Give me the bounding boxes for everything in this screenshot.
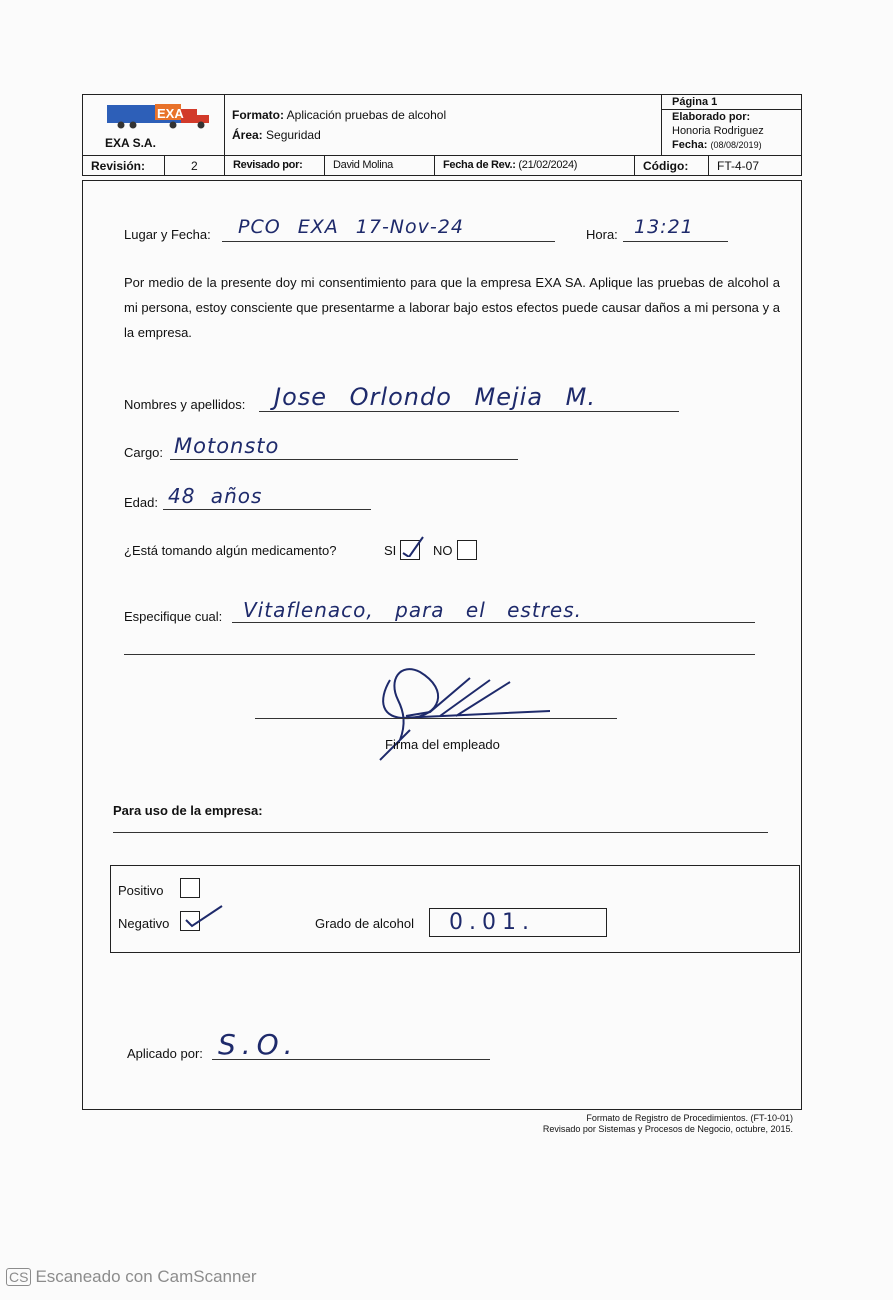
formato-row xyxy=(232,108,446,122)
camscanner-logo-icon: CS xyxy=(6,1268,31,1286)
pagina-cell xyxy=(662,95,802,110)
codigo-label: Código: xyxy=(635,156,709,176)
codigo-value: FT-4-07 xyxy=(717,159,760,173)
si-checkbox[interactable] xyxy=(400,540,420,560)
fecha-row xyxy=(672,139,762,151)
hora-line xyxy=(623,241,728,242)
formato-value: Aplicación pruebas de alcohol xyxy=(286,108,447,122)
camscanner-watermark xyxy=(6,1267,257,1287)
negativo-label: Negativo xyxy=(118,916,170,931)
format-cell xyxy=(225,95,662,156)
exa-truck-logo xyxy=(105,101,213,131)
cargo-label: Cargo: xyxy=(124,445,164,460)
document-footer xyxy=(543,1113,793,1135)
especifique-label: Especifique cual: xyxy=(124,609,223,624)
logo-cell xyxy=(83,95,225,156)
hora-label: Hora: xyxy=(586,227,618,242)
elaborado-label: Elaborado por: xyxy=(672,111,751,123)
cargo-value[interactable]: Motonsto xyxy=(174,434,280,458)
grado-value: 0.01. xyxy=(449,910,535,935)
especifique-value[interactable]: Vitaflenaco, para el estres. xyxy=(243,598,582,622)
consent-paragraph: Por medio de la presente doy mi consentimiento para que la empresa EXA SA. Aplique las pruebas de alcohol a mi persona, estoy consciente que presentarme a laborar bajo estos efectos puede causar daños a mi persona y a la empresa. xyxy=(124,275,780,340)
logo-text: EXA xyxy=(157,106,184,121)
area-value: Seguridad xyxy=(266,128,321,142)
hora-value[interactable]: 13:21 xyxy=(634,216,694,238)
fecha-label: Fecha: xyxy=(672,139,708,151)
revision-label: Revisión: xyxy=(83,156,165,176)
footer-line-1: Formato de Registro de Procedimientos. (FT-10-01) xyxy=(586,1113,793,1123)
company-use-line xyxy=(113,832,768,833)
negativo-checkbox[interactable] xyxy=(180,911,200,931)
revisado-label: Revisado por: xyxy=(225,156,325,176)
especifique-line-1 xyxy=(232,622,755,623)
elaborado-value: Honoria Rodriguez xyxy=(672,125,764,137)
camscanner-text: Escaneado con CamScanner xyxy=(35,1267,257,1286)
nombres-value[interactable]: Jose Orlondo Mejia M. xyxy=(274,383,597,411)
area-label: Área: xyxy=(232,128,263,142)
aplicado-label: Aplicado por: xyxy=(127,1046,203,1061)
cargo-line xyxy=(170,459,518,460)
elaborado-cell xyxy=(662,110,802,156)
aplicado-value[interactable]: S.O. xyxy=(218,1028,299,1061)
company-name: EXA S.A. xyxy=(105,136,156,150)
document-header xyxy=(82,94,802,176)
edad-label: Edad: xyxy=(124,495,158,510)
footer-line-2: Revisado por Sistemas y Procesos de Negocio, octubre, 2015. xyxy=(542,1124,793,1134)
fecha-value: (08/08/2019) xyxy=(710,140,762,150)
lugar-label: Lugar y Fecha: xyxy=(124,227,211,242)
edad-line xyxy=(163,509,371,510)
nombres-label: Nombres y apellidos: xyxy=(124,397,246,412)
formato-label: Formato: xyxy=(232,108,284,122)
no-label: NO xyxy=(433,543,453,558)
grado-label: Grado de alcohol xyxy=(315,916,415,931)
revision-value: 2 xyxy=(165,156,225,176)
area-row xyxy=(232,128,321,142)
revisado-value: David Molina xyxy=(325,156,435,176)
lugar-value[interactable]: PCO EXA 17-Nov-24 xyxy=(238,216,464,238)
firma-label: Firma del empleado xyxy=(385,737,500,752)
checkmark-icon xyxy=(182,904,226,930)
fecha-rev-cell xyxy=(435,156,635,176)
checkmark-icon xyxy=(399,533,425,557)
fecha-rev-label: Fecha de Rev.: xyxy=(443,159,516,171)
si-label: SI xyxy=(384,543,397,558)
especifique-line-2 xyxy=(124,654,755,655)
positivo-checkbox[interactable] xyxy=(180,878,200,898)
positivo-label: Positivo xyxy=(118,883,164,898)
firma-line xyxy=(255,718,617,719)
edad-value[interactable]: 48 años xyxy=(168,484,263,508)
lugar-line xyxy=(222,241,555,242)
medicamento-label: ¿Está tomando algún medicamento? xyxy=(124,543,337,558)
pagina-text: Página 1 xyxy=(672,96,718,108)
nombres-line xyxy=(259,411,679,412)
fecha-rev-value: (21/02/2024) xyxy=(518,159,578,171)
company-use-title: Para uso de la empresa: xyxy=(113,803,263,818)
no-checkbox[interactable] xyxy=(457,540,477,560)
